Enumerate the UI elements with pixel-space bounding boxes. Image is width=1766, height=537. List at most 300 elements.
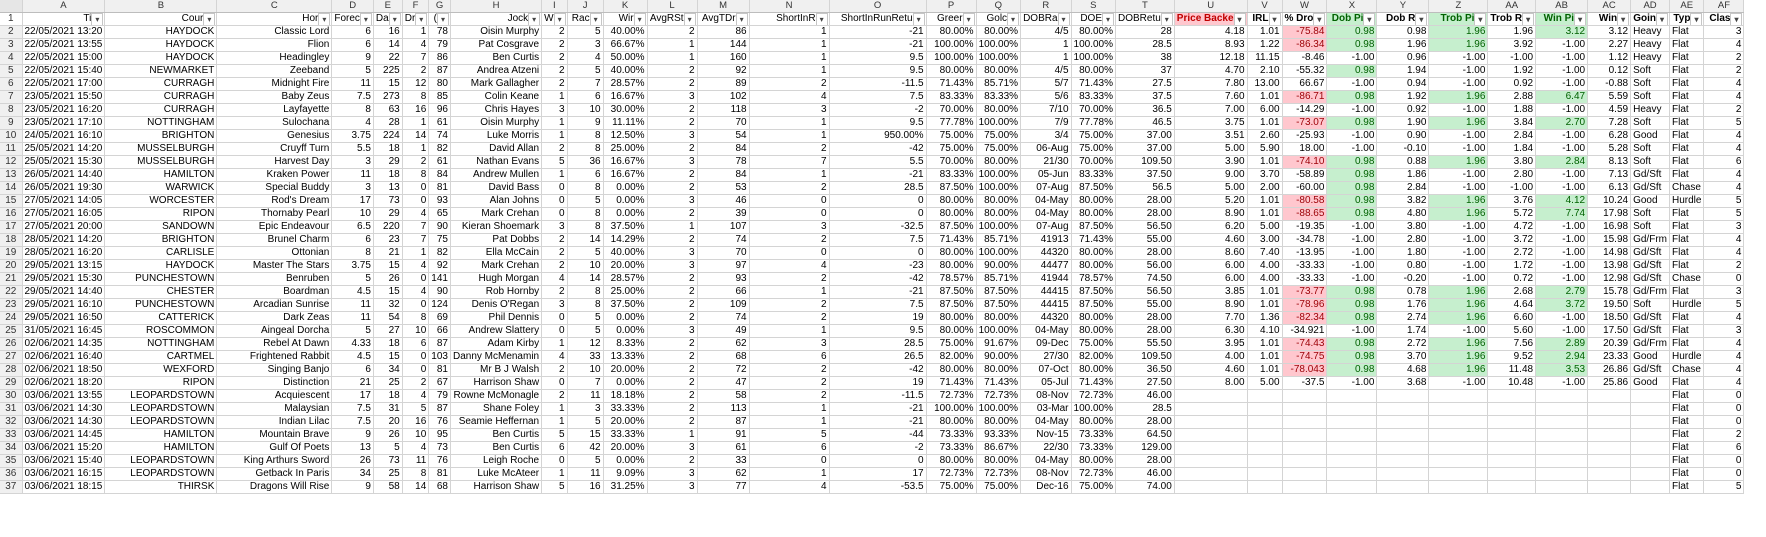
cell-e[interactable]: 34: [373, 364, 402, 377]
cell-v[interactable]: 1.01: [1247, 364, 1282, 377]
cell-c[interactable]: Acquiescent: [217, 390, 332, 403]
cell-r[interactable]: 07-Aug: [1021, 221, 1071, 234]
cell-l[interactable]: 2: [647, 117, 697, 130]
cell-r[interactable]: 05-Jul: [1021, 377, 1071, 390]
cell-q[interactable]: 75.00%: [976, 143, 1020, 156]
column-header-g[interactable]: G: [429, 0, 451, 13]
cell-n[interactable]: 0: [749, 208, 829, 221]
cell-u[interactable]: 4.18: [1174, 26, 1247, 39]
cell-e[interactable]: 224: [373, 130, 402, 143]
cell-k[interactable]: 16.67%: [603, 91, 647, 104]
cell-g[interactable]: 81: [429, 182, 451, 195]
cell-e[interactable]: 21: [373, 247, 402, 260]
filter-header-y[interactable]: Dob R ▾: [1377, 13, 1429, 26]
cell-ac[interactable]: 0.12: [1588, 65, 1631, 78]
cell-o[interactable]: 19: [829, 312, 926, 325]
cell-y[interactable]: 1.90: [1377, 117, 1429, 130]
cell-d[interactable]: 10: [332, 208, 374, 221]
cell-m[interactable]: 66: [697, 286, 749, 299]
cell-c[interactable]: Epic Endeavour: [217, 221, 332, 234]
cell-e[interactable]: 220: [373, 221, 402, 234]
cell-c[interactable]: Indian Lilac: [217, 416, 332, 429]
cell-a[interactable]: 25/05/2021 14:20: [22, 143, 105, 156]
cell-b[interactable]: HAYDOCK: [105, 39, 217, 52]
cell-m[interactable]: 93: [697, 273, 749, 286]
cell-u[interactable]: 4.60: [1174, 364, 1247, 377]
cell-v[interactable]: [1247, 481, 1282, 494]
cell-ad[interactable]: Gd/Sft: [1631, 312, 1670, 325]
select-all-corner[interactable]: [0, 0, 22, 13]
cell-d[interactable]: 26: [332, 455, 374, 468]
cell-h[interactable]: Alan Johns: [450, 195, 541, 208]
cell-p[interactable]: 82.00%: [926, 351, 976, 364]
cell-f[interactable]: 0: [402, 351, 429, 364]
cell-v[interactable]: [1247, 455, 1282, 468]
cell-u[interactable]: 8.93: [1174, 39, 1247, 52]
cell-g[interactable]: 76: [429, 455, 451, 468]
cell-u[interactable]: [1174, 416, 1247, 429]
cell-j[interactable]: 5: [567, 455, 603, 468]
cell-c[interactable]: Rod's Dream: [217, 195, 332, 208]
cell-w[interactable]: -8.46: [1282, 52, 1327, 65]
cell-z[interactable]: [1429, 390, 1488, 403]
cell-af[interactable]: 4: [1704, 39, 1744, 52]
cell-k[interactable]: 31.25%: [603, 481, 647, 494]
cell-aa[interactable]: [1488, 429, 1536, 442]
cell-m[interactable]: 62: [697, 468, 749, 481]
cell-q[interactable]: 100.00%: [976, 117, 1020, 130]
cell-n[interactable]: 4: [749, 260, 829, 273]
cell-s[interactable]: 80.00%: [1071, 312, 1115, 325]
column-header-t[interactable]: T: [1116, 0, 1175, 13]
cell-f[interactable]: 0: [402, 273, 429, 286]
cell-ae[interactable]: Flat: [1669, 39, 1703, 52]
cell-a[interactable]: 02/06/2021 16:40: [22, 351, 105, 364]
cell-ab[interactable]: -1.00: [1536, 273, 1588, 286]
cell-c[interactable]: Dragons Will Rise: [217, 481, 332, 494]
cell-af[interactable]: 4: [1704, 364, 1744, 377]
cell-f[interactable]: 4: [402, 286, 429, 299]
cell-ab[interactable]: [1536, 390, 1588, 403]
cell-z[interactable]: -1.00: [1429, 273, 1488, 286]
cell-f[interactable]: 0: [402, 299, 429, 312]
cell-i[interactable]: 1: [542, 403, 567, 416]
cell-r[interactable]: 03-Mar: [1021, 403, 1071, 416]
cell-f[interactable]: 16: [402, 416, 429, 429]
cell-l[interactable]: 2: [647, 416, 697, 429]
cell-ae[interactable]: Flat: [1669, 78, 1703, 91]
cell-d[interactable]: 11: [332, 78, 374, 91]
cell-i[interactable]: 5: [542, 156, 567, 169]
cell-ad[interactable]: Gd/Frm: [1631, 286, 1670, 299]
cell-af[interactable]: 4: [1704, 338, 1744, 351]
cell-aa[interactable]: -1.00: [1488, 52, 1536, 65]
cell-af[interactable]: 2: [1704, 52, 1744, 65]
cell-y[interactable]: 2.80: [1377, 234, 1429, 247]
cell-ae[interactable]: Flat: [1669, 91, 1703, 104]
cell-j[interactable]: 33: [567, 351, 603, 364]
cell-s[interactable]: 75.00%: [1071, 130, 1115, 143]
row-number[interactable]: 29: [0, 377, 22, 390]
row-number[interactable]: 15: [0, 195, 22, 208]
filter-header-q[interactable]: Golc ▾: [976, 13, 1020, 26]
cell-j[interactable]: 5: [567, 26, 603, 39]
cell-f[interactable]: 2: [402, 156, 429, 169]
cell-g[interactable]: 65: [429, 208, 451, 221]
cell-aa[interactable]: [1488, 468, 1536, 481]
cell-f[interactable]: 1: [402, 143, 429, 156]
cell-h[interactable]: Adam Kirby: [450, 338, 541, 351]
cell-o[interactable]: 7.5: [829, 91, 926, 104]
cell-u[interactable]: 4.00: [1174, 351, 1247, 364]
cell-w[interactable]: -75.84: [1282, 26, 1327, 39]
cell-aa[interactable]: 4.72: [1488, 221, 1536, 234]
cell-ad[interactable]: Good: [1631, 195, 1670, 208]
cell-b[interactable]: PUNCHESTOWN: [105, 299, 217, 312]
cell-ae[interactable]: Flat: [1669, 468, 1703, 481]
cell-v[interactable]: 2.60: [1247, 130, 1282, 143]
cell-j[interactable]: 3: [567, 403, 603, 416]
filter-header-s[interactable]: DOE ▾: [1071, 13, 1115, 26]
cell-c[interactable]: King Arthurs Sword: [217, 455, 332, 468]
cell-z[interactable]: 1.96: [1429, 208, 1488, 221]
cell-j[interactable]: 36: [567, 156, 603, 169]
cell-o[interactable]: -21: [829, 26, 926, 39]
cell-b[interactable]: LEOPARDSTOWN: [105, 390, 217, 403]
cell-g[interactable]: 95: [429, 429, 451, 442]
cell-f[interactable]: 6: [402, 338, 429, 351]
cell-g[interactable]: 124: [429, 299, 451, 312]
cell-m[interactable]: 39: [697, 208, 749, 221]
cell-o[interactable]: -32.5: [829, 221, 926, 234]
cell-af[interactable]: 2: [1704, 260, 1744, 273]
cell-f[interactable]: 7: [402, 52, 429, 65]
cell-d[interactable]: 9: [332, 481, 374, 494]
cell-aa[interactable]: 3.72: [1488, 234, 1536, 247]
cell-v[interactable]: 3.00: [1247, 234, 1282, 247]
cell-u[interactable]: [1174, 429, 1247, 442]
cell-s[interactable]: 100.00%: [1071, 39, 1115, 52]
cell-n[interactable]: 3: [749, 338, 829, 351]
cell-k[interactable]: 0.00%: [603, 325, 647, 338]
cell-h[interactable]: Andrew Mullen: [450, 169, 541, 182]
cell-m[interactable]: 58: [697, 390, 749, 403]
cell-h[interactable]: Seamie Heffernan: [450, 416, 541, 429]
filter-header-h[interactable]: Jock ▾: [450, 13, 541, 26]
cell-n[interactable]: 1: [749, 325, 829, 338]
cell-e[interactable]: 26: [373, 429, 402, 442]
cell-c[interactable]: Sulochana: [217, 117, 332, 130]
cell-i[interactable]: 2: [542, 39, 567, 52]
cell-m[interactable]: 78: [697, 156, 749, 169]
cell-ad[interactable]: Soft: [1631, 208, 1670, 221]
cell-k[interactable]: 14.29%: [603, 234, 647, 247]
cell-i[interactable]: 0: [542, 195, 567, 208]
cell-f[interactable]: 12: [402, 78, 429, 91]
cell-k[interactable]: 0.00%: [603, 182, 647, 195]
cell-ab[interactable]: -1.00: [1536, 234, 1588, 247]
column-header-n[interactable]: N: [749, 0, 829, 13]
cell-j[interactable]: 6: [567, 91, 603, 104]
cell-ac[interactable]: 19.50: [1588, 299, 1631, 312]
cell-d[interactable]: 34: [332, 468, 374, 481]
cell-d[interactable]: 7.5: [332, 403, 374, 416]
cell-s[interactable]: 71.43%: [1071, 78, 1115, 91]
cell-w[interactable]: -19.35: [1282, 221, 1327, 234]
cell-s[interactable]: 80.00%: [1071, 364, 1115, 377]
cell-e[interactable]: 58: [373, 481, 402, 494]
cell-w[interactable]: -60.00: [1282, 182, 1327, 195]
cell-h[interactable]: Shane Foley: [450, 403, 541, 416]
row-number[interactable]: 25: [0, 325, 22, 338]
cell-z[interactable]: 1.96: [1429, 312, 1488, 325]
cell-b[interactable]: HAMILTON: [105, 429, 217, 442]
cell-k[interactable]: 20.00%: [603, 416, 647, 429]
cell-g[interactable]: 141: [429, 273, 451, 286]
cell-h[interactable]: Oisin Murphy: [450, 117, 541, 130]
cell-ab[interactable]: [1536, 403, 1588, 416]
cell-n[interactable]: 1: [749, 286, 829, 299]
cell-m[interactable]: 68: [697, 351, 749, 364]
cell-ac[interactable]: 7.13: [1588, 169, 1631, 182]
row-number[interactable]: 7: [0, 91, 22, 104]
cell-x[interactable]: 0.98: [1327, 312, 1377, 325]
cell-u[interactable]: 3.51: [1174, 130, 1247, 143]
cell-x[interactable]: -1.00: [1327, 52, 1377, 65]
cell-s[interactable]: 73.33%: [1071, 442, 1115, 455]
cell-d[interactable]: 4: [332, 117, 374, 130]
cell-t[interactable]: 38: [1116, 52, 1175, 65]
cell-z[interactable]: -1.00: [1429, 234, 1488, 247]
cell-m[interactable]: 87: [697, 416, 749, 429]
cell-j[interactable]: 5: [567, 195, 603, 208]
cell-ad[interactable]: Gd/Sft: [1631, 247, 1670, 260]
cell-u[interactable]: [1174, 468, 1247, 481]
cell-aa[interactable]: 5.72: [1488, 208, 1536, 221]
cell-s[interactable]: 73.33%: [1071, 429, 1115, 442]
cell-af[interactable]: 4: [1704, 91, 1744, 104]
column-header-c[interactable]: C: [217, 0, 332, 13]
cell-z[interactable]: 1.96: [1429, 26, 1488, 39]
cell-b[interactable]: MUSSELBURGH: [105, 156, 217, 169]
cell-o[interactable]: 0: [829, 455, 926, 468]
cell-af[interactable]: 2: [1704, 429, 1744, 442]
cell-w[interactable]: -73.07: [1282, 117, 1327, 130]
cell-u[interactable]: 8.90: [1174, 299, 1247, 312]
column-header-b[interactable]: B: [105, 0, 217, 13]
cell-x[interactable]: 0.98: [1327, 169, 1377, 182]
cell-a[interactable]: 22/05/2021 17:00: [22, 78, 105, 91]
cell-c[interactable]: Frightened Rabbit: [217, 351, 332, 364]
cell-a[interactable]: 03/06/2021 16:15: [22, 468, 105, 481]
cell-v[interactable]: 1.01: [1247, 338, 1282, 351]
cell-r[interactable]: 44320: [1021, 247, 1071, 260]
cell-j[interactable]: 9: [567, 117, 603, 130]
cell-q[interactable]: 75.00%: [976, 481, 1020, 494]
filter-header-af[interactable]: Clas ▾: [1704, 13, 1744, 26]
cell-h[interactable]: David Bass: [450, 182, 541, 195]
cell-h[interactable]: Leigh Roche: [450, 455, 541, 468]
cell-f[interactable]: 2: [402, 65, 429, 78]
cell-q[interactable]: 90.00%: [976, 351, 1020, 364]
cell-d[interactable]: 3.75: [332, 130, 374, 143]
row-number[interactable]: 13: [0, 169, 22, 182]
cell-c[interactable]: Master The Stars: [217, 260, 332, 273]
cell-e[interactable]: 16: [373, 26, 402, 39]
cell-r[interactable]: 07-Oct: [1021, 364, 1071, 377]
cell-n[interactable]: 6: [749, 442, 829, 455]
filter-header-m[interactable]: AvgTDr ▾: [697, 13, 749, 26]
cell-y[interactable]: 1.76: [1377, 299, 1429, 312]
cell-s[interactable]: 75.00%: [1071, 481, 1115, 494]
cell-ac[interactable]: 20.39: [1588, 338, 1631, 351]
cell-z[interactable]: [1429, 442, 1488, 455]
filter-header-ad[interactable]: Goin ▾: [1631, 13, 1670, 26]
cell-u[interactable]: 8.60: [1174, 247, 1247, 260]
column-header-f[interactable]: F: [402, 0, 429, 13]
cell-q[interactable]: 80.00%: [976, 364, 1020, 377]
cell-aa[interactable]: 10.48: [1488, 377, 1536, 390]
cell-d[interactable]: 13: [332, 442, 374, 455]
cell-r[interactable]: 41944: [1021, 273, 1071, 286]
cell-x[interactable]: -1.00: [1327, 325, 1377, 338]
cell-g[interactable]: 61: [429, 156, 451, 169]
cell-r[interactable]: 04-May: [1021, 325, 1071, 338]
cell-z[interactable]: 1.96: [1429, 364, 1488, 377]
cell-f[interactable]: 7: [402, 234, 429, 247]
cell-y[interactable]: 0.78: [1377, 286, 1429, 299]
cell-b[interactable]: RIPON: [105, 377, 217, 390]
cell-r[interactable]: 22/30: [1021, 442, 1071, 455]
cell-af[interactable]: 0: [1704, 390, 1744, 403]
cell-t[interactable]: 37.00: [1116, 143, 1175, 156]
cell-a[interactable]: 31/05/2021 16:45: [22, 325, 105, 338]
cell-s[interactable]: 72.73%: [1071, 390, 1115, 403]
cell-ae[interactable]: Flat: [1669, 117, 1703, 130]
cell-ae[interactable]: Flat: [1669, 26, 1703, 39]
cell-c[interactable]: Headingley: [217, 52, 332, 65]
cell-t[interactable]: 56.50: [1116, 221, 1175, 234]
cell-n[interactable]: 2: [749, 143, 829, 156]
cell-j[interactable]: 3: [567, 39, 603, 52]
cell-j[interactable]: 10: [567, 260, 603, 273]
cell-d[interactable]: 7.5: [332, 416, 374, 429]
cell-ac[interactable]: [1588, 403, 1631, 416]
cell-l[interactable]: 2: [647, 182, 697, 195]
cell-j[interactable]: 10: [567, 364, 603, 377]
cell-u[interactable]: 8.00: [1174, 377, 1247, 390]
cell-k[interactable]: 8.33%: [603, 338, 647, 351]
cell-a[interactable]: 28/05/2021 16:20: [22, 247, 105, 260]
cell-w[interactable]: -33.33: [1282, 260, 1327, 273]
cell-p[interactable]: 71.43%: [926, 377, 976, 390]
cell-k[interactable]: 0.00%: [603, 312, 647, 325]
cell-h[interactable]: Harrison Shaw: [450, 377, 541, 390]
cell-aa[interactable]: [1488, 481, 1536, 494]
cell-y[interactable]: [1377, 455, 1429, 468]
cell-af[interactable]: 4: [1704, 130, 1744, 143]
cell-ab[interactable]: [1536, 481, 1588, 494]
cell-w[interactable]: -78.96: [1282, 299, 1327, 312]
cell-m[interactable]: 72: [697, 364, 749, 377]
filter-header-j[interactable]: Rac ▾: [567, 13, 603, 26]
filter-header-b[interactable]: Cour ▾: [105, 13, 217, 26]
cell-d[interactable]: 4.5: [332, 286, 374, 299]
column-header-r[interactable]: R: [1021, 0, 1071, 13]
cell-c[interactable]: Genesius: [217, 130, 332, 143]
cell-f[interactable]: 8: [402, 468, 429, 481]
cell-d[interactable]: 6: [332, 364, 374, 377]
cell-t[interactable]: 56.50: [1116, 286, 1175, 299]
cell-f[interactable]: 8: [402, 91, 429, 104]
cell-ab[interactable]: 3.72: [1536, 299, 1588, 312]
cell-l[interactable]: 3: [647, 247, 697, 260]
cell-t[interactable]: 28.00: [1116, 325, 1175, 338]
cell-b[interactable]: WORCESTER: [105, 195, 217, 208]
cell-e[interactable]: 18: [373, 338, 402, 351]
cell-ad[interactable]: Gd/Frm: [1631, 338, 1670, 351]
row-number[interactable]: 30: [0, 390, 22, 403]
cell-n[interactable]: 3: [749, 221, 829, 234]
cell-l[interactable]: 2: [647, 169, 697, 182]
cell-q[interactable]: 100.00%: [976, 169, 1020, 182]
row-number[interactable]: 19: [0, 247, 22, 260]
cell-c[interactable]: Zeeband: [217, 65, 332, 78]
cell-ad[interactable]: Gd/Sft: [1631, 364, 1670, 377]
cell-u[interactable]: 7.80: [1174, 78, 1247, 91]
filter-header-n[interactable]: ShortInR ▾: [749, 13, 829, 26]
cell-m[interactable]: 91: [697, 429, 749, 442]
cell-l[interactable]: 2: [647, 377, 697, 390]
cell-t[interactable]: 56.5: [1116, 182, 1175, 195]
cell-o[interactable]: -42: [829, 364, 926, 377]
cell-m[interactable]: 92: [697, 65, 749, 78]
cell-x[interactable]: [1327, 468, 1377, 481]
cell-af[interactable]: 4: [1704, 78, 1744, 91]
cell-d[interactable]: 11: [332, 299, 374, 312]
cell-m[interactable]: 74: [697, 234, 749, 247]
cell-h[interactable]: Kieran Shoemark: [450, 221, 541, 234]
cell-aa[interactable]: [1488, 416, 1536, 429]
cell-f[interactable]: 5: [402, 403, 429, 416]
cell-w[interactable]: -25.93: [1282, 130, 1327, 143]
cell-a[interactable]: 22/05/2021 13:20: [22, 26, 105, 39]
cell-ae[interactable]: Flat: [1669, 377, 1703, 390]
cell-b[interactable]: CURRAGH: [105, 91, 217, 104]
cell-aa[interactable]: 2.72: [1488, 247, 1536, 260]
cell-aa[interactable]: 9.52: [1488, 351, 1536, 364]
cell-d[interactable]: 11: [332, 169, 374, 182]
cell-ab[interactable]: -1.00: [1536, 325, 1588, 338]
cell-w[interactable]: [1282, 390, 1327, 403]
cell-aa[interactable]: 1.72: [1488, 260, 1536, 273]
cell-d[interactable]: 21: [332, 377, 374, 390]
column-header-s[interactable]: S: [1071, 0, 1115, 13]
cell-r[interactable]: 09-Dec: [1021, 338, 1071, 351]
cell-m[interactable]: 62: [697, 338, 749, 351]
cell-ab[interactable]: -1.00: [1536, 78, 1588, 91]
cell-i[interactable]: 3: [542, 299, 567, 312]
cell-t[interactable]: 28: [1116, 26, 1175, 39]
cell-q[interactable]: 87.50%: [976, 286, 1020, 299]
cell-m[interactable]: 118: [697, 104, 749, 117]
cell-n[interactable]: 7: [749, 156, 829, 169]
cell-ab[interactable]: -1.00: [1536, 182, 1588, 195]
cell-a[interactable]: 03/06/2021 15:20: [22, 442, 105, 455]
cell-w[interactable]: -58.89: [1282, 169, 1327, 182]
cell-f[interactable]: 11: [402, 455, 429, 468]
cell-z[interactable]: [1429, 455, 1488, 468]
